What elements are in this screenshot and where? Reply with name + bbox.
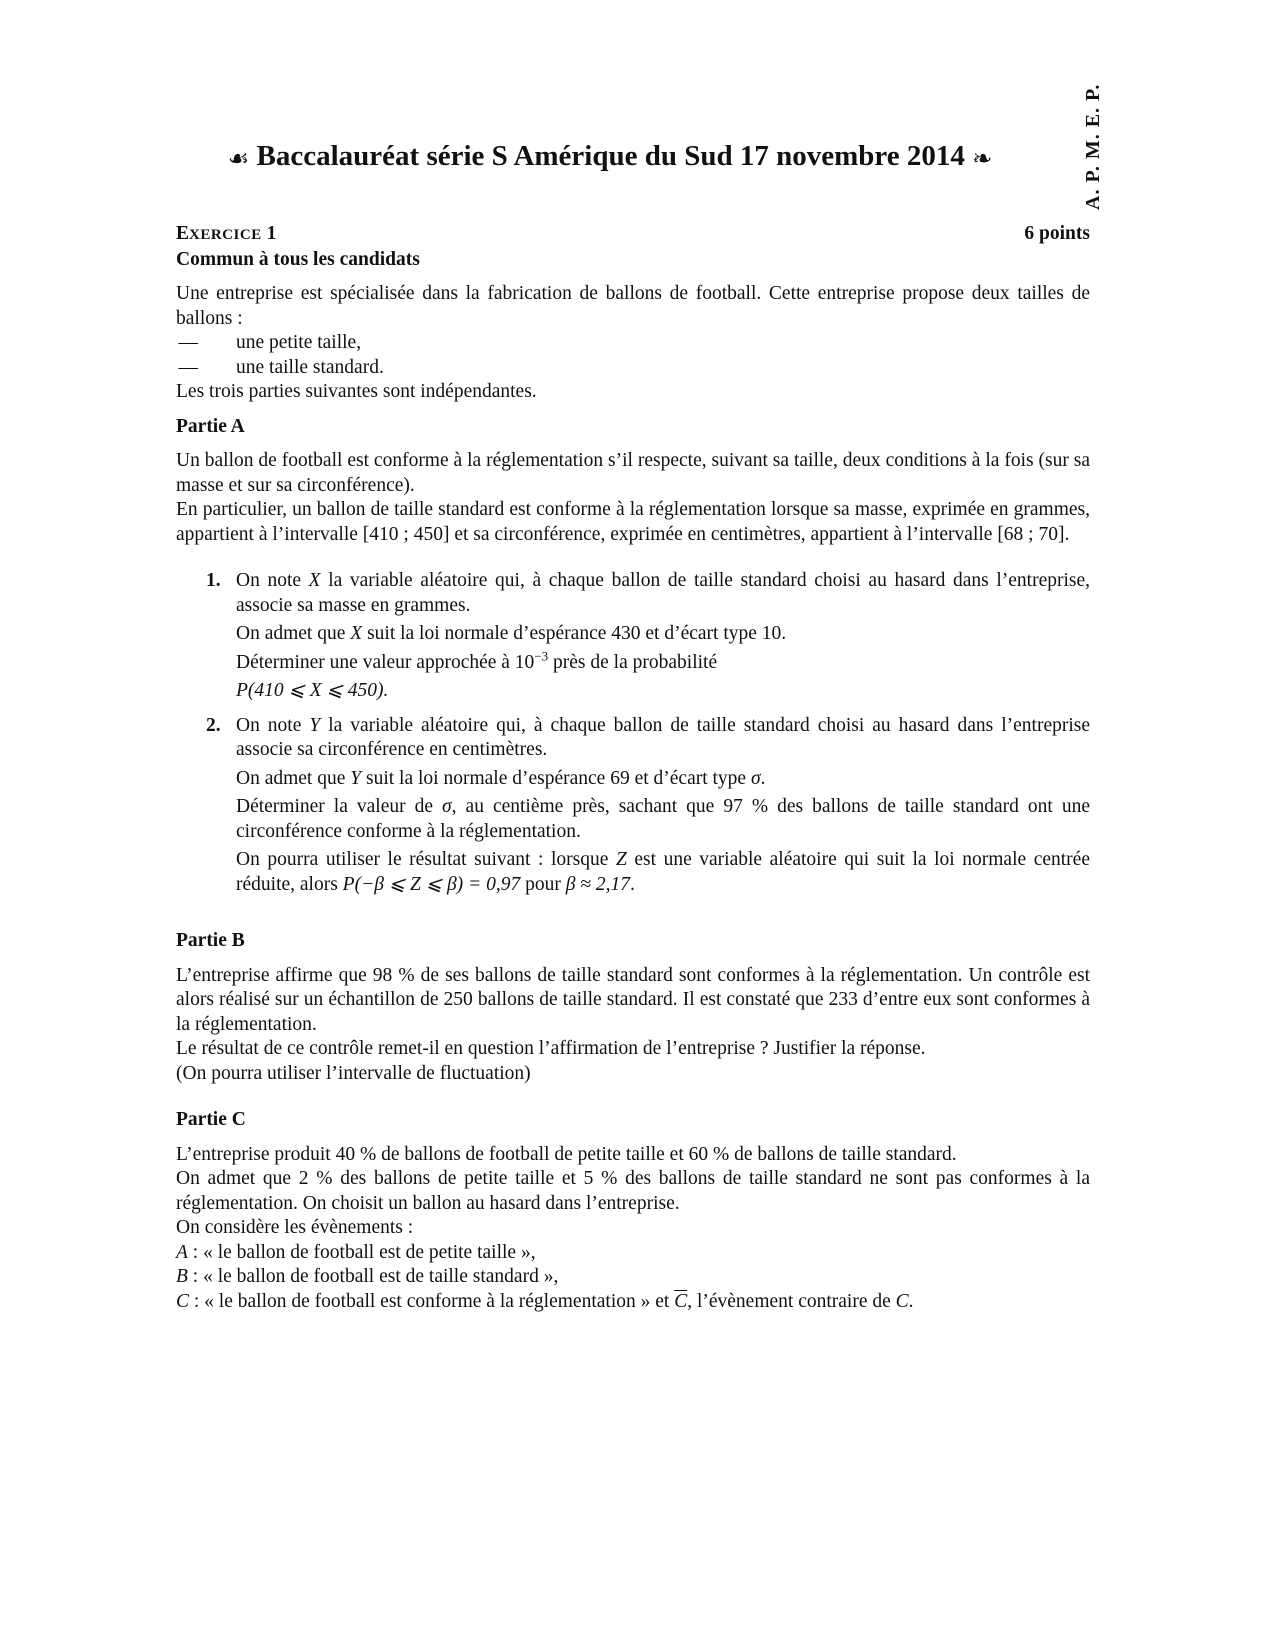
question-1-formula: P(410 ⩽ X ⩽ 450). [236,680,389,701]
question-2-task: Déterminer la valeur de σ, au centième près, sachant que 97 % des ballons de taille standard ont une circonférence conforme à la réglementation. [236,796,1090,842]
publisher-label: A. P. M. E. P. [1082,83,1104,210]
question-2 [176,714,1090,898]
size-list [176,331,1090,380]
question-2-hypothesis: On admet que Y suit la loi normale d’espérance 69 et d’écart type σ. [236,767,766,789]
event-b: B : « le ballon de football est de taille standard », [176,1266,559,1287]
exercise-header [176,222,1090,248]
intro-paragraph: Une entreprise est spécialisée dans la fabrication de ballons de football. Cette entreprise propose deux tailles de ballons : [176,283,1090,329]
list-item: — une petite taille, [176,331,1090,356]
ornament-left-icon: ☙ [227,144,250,173]
complement-c: $\overline{C}$ [674,1290,688,1312]
exercise-audience: Commun à tous les candidats [176,248,420,270]
part-a-paragraph-1: Un ballon de football est conforme à la réglementation s’il respecte, suivant sa taille, deux conditions à la fois (sur sa masse et sur sa circonférence). [176,450,1090,496]
document-content [176,222,1090,1314]
part-b-paragraph-2: Le résultat de ce contrôle remet-il en question l’affirmation de l’entreprise ? Justifier la réponse. [176,1038,926,1059]
part-c-paragraph-1: L’entreprise produit 40 % de ballons de football de petite taille et 60 % de ballons de taille standard. [176,1143,957,1165]
question-1-hypothesis: On admet que X suit la loi normale d’espérance 430 et d’écart type 10. [236,623,787,644]
question-2-statement: On note Y la variable aléatoire qui, à chaque ballon de taille standard choisi au hasard dans l’entreprise associe sa circonférence en centimètres. [236,714,1091,760]
intro-closing: Les trois parties suivantes sont indépendantes. [176,381,537,402]
exercise-title: EXERCICE 1 [176,223,277,244]
event-c: C : « le ballon de football est conforme à la réglementation » et $\overline{C}$, l’évènement contraire de C. [176,1290,914,1312]
list-item: — une taille standard. [176,356,1090,381]
question-2-hint: On pourra utiliser le résultat suivant : lorsque Z est une variable aléatoire qui suit la loi normale centrée réduite, alors P(−β ⩽ Z ⩽ β) = 0,97 pour β ≈ 2,17. [236,849,1090,895]
part-c-title: Partie C [176,1109,246,1130]
part-c-paragraph-3: On considère les évènements : [176,1217,414,1238]
title-text: Baccalauréat série S Amérique du Sud 17 novembre 2014 [256,140,965,172]
page-title [170,140,1050,173]
part-b-paragraph-1: L’entreprise affirme que 98 % de ses ballons de taille standard sont conformes à la réglementation. Un contrôle est alors réalisé sur un échantillon de 250 ballons de taille standard. Il est constaté que 233 d’entre eux sont conformes à la réglementation. [176,964,1090,1035]
part-a-paragraph-2: En particulier, un ballon de taille standard est conforme à la réglementation lorsque sa masse, exprimée en grammes, appartient à l’intervalle [410 ; 450] et sa circonférence, exprimée en centimètres, appartient à l’intervalle [68 ; 70]. [176,499,1090,545]
exercise-points: 6 points [1024,223,1090,244]
question-number: 1. [206,570,221,591]
question-1-task: Déterminer une valeur approchée à $10^{-3}$ près de la probabilité [236,648,718,673]
question-1-statement: On note X la variable aléatoire qui, à chaque ballon de taille standard choisi au hasard dans l’entreprise, associe sa masse en grammes. [236,570,1091,616]
ornament-right-icon: ❧ [972,144,993,173]
part-b-title: Partie B [176,930,245,951]
part-b-paragraph-3: (On pourra utiliser l’intervalle de fluctuation) [176,1062,531,1084]
question-number: 2. [206,714,221,736]
part-a-title: Partie A [176,415,245,437]
part-c-paragraph-2: On admet que 2 % des ballons de petite taille et 5 % des ballons de taille standard ne sont pas conformes à la réglementation. On choisit un ballon au hasard dans l’entreprise. [176,1168,1090,1214]
event-a: A : « le ballon de football est de petite taille », [176,1241,536,1263]
question-1 [176,569,1090,704]
